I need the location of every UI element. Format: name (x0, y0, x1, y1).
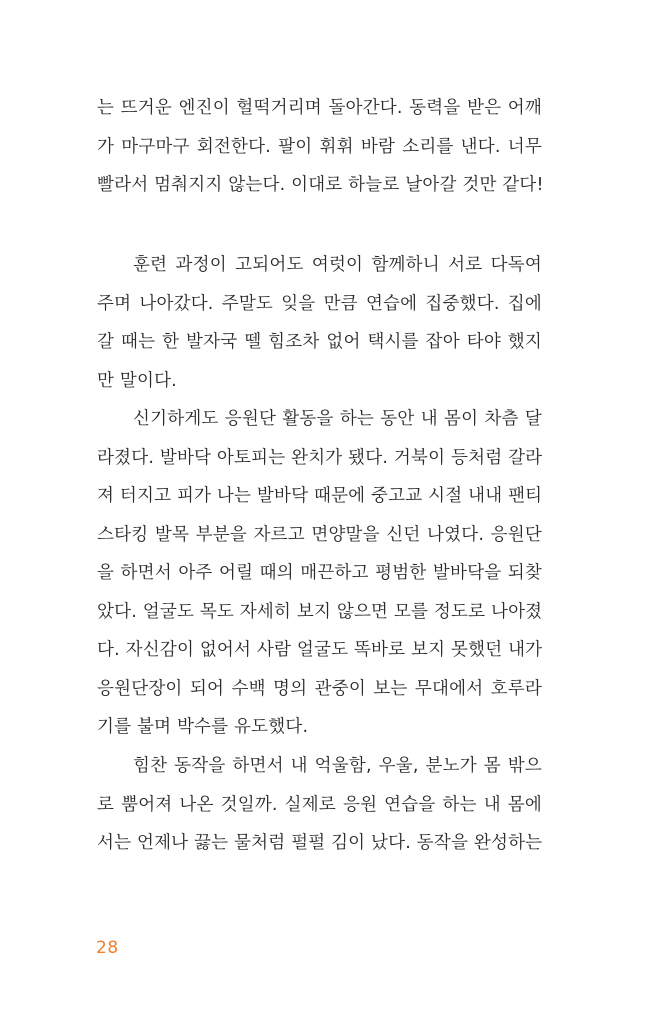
text-line: 갈 때는 한 발자국 뗄 힘조차 없어 택시를 잡아 타야 했지 (97, 332, 542, 352)
text-line: 만 말이다. (97, 370, 177, 391)
paragraph-1 (97, 89, 542, 205)
text-line: 았다. 얼굴도 목도 자세히 보지 않으면 모를 정도로 나아졌 (97, 601, 543, 622)
text-line: 가 마구마구 회전한다. 팔이 휘휘 바람 소리를 낸다. 너무 (97, 136, 542, 157)
text-line: 다. 자신감이 없어서 사람 얼굴도 똑바로 보지 못했던 내가 (97, 640, 543, 660)
text-line: 는 뜨거운 엔진이 헐떡거리며 돌아간다. 동력을 받은 어깨 (97, 98, 542, 118)
text-line: 주며 나아갔다. 주말도 잊을 만큼 연습에 집중했다. 집에 (97, 293, 542, 314)
text-line: 훈련 과정이 고되어도 여럿이 함께하니 서로 다독여 (133, 255, 542, 275)
text-line: 로 뿜어져 나온 것일까. 실제로 응원 연습을 하는 내 몸에 (97, 794, 542, 815)
text-line: 응원단장이 되어 수백 명의 관중이 보는 무대에서 호루라 (97, 678, 542, 699)
text-line: 을 하면서 아주 어릴 때의 매끈하고 평범한 발바닥을 되찾 (97, 563, 542, 583)
text-line: 신기하게도 응원단 활동을 하는 동안 내 몸이 차츰 달 (133, 409, 542, 429)
text-line: 스타킹 발목 부분을 자르고 면양말을 신던 나였다. 응원단 (97, 524, 542, 545)
text-line: 져 터지고 피가 나는 발바닥 때문에 중고교 시절 내내 팬티 (97, 486, 543, 506)
text-line: 빨라서 멈춰지지 않는다. 이대로 하늘로 날아갈 것만 같다! (97, 175, 544, 195)
page-number: 28 (96, 938, 119, 958)
text-line: 서는 언제나 끓는 물처럼 펄펄 김이 났다. 동작을 완성하는 (97, 833, 543, 853)
text-line: 기를 불며 박수를 유도했다. (97, 717, 309, 737)
paragraph-4 (97, 747, 542, 863)
text-line: 힘찬 동작을 하면서 내 억울함, 우울, 분노가 몸 밖으 (133, 756, 542, 776)
paragraph-2 (97, 246, 542, 400)
text-line: 라졌다. 발바닥 아토피는 완치가 됐다. 거북이 등처럼 갈라 (97, 447, 543, 468)
paragraph-3 (97, 400, 542, 747)
